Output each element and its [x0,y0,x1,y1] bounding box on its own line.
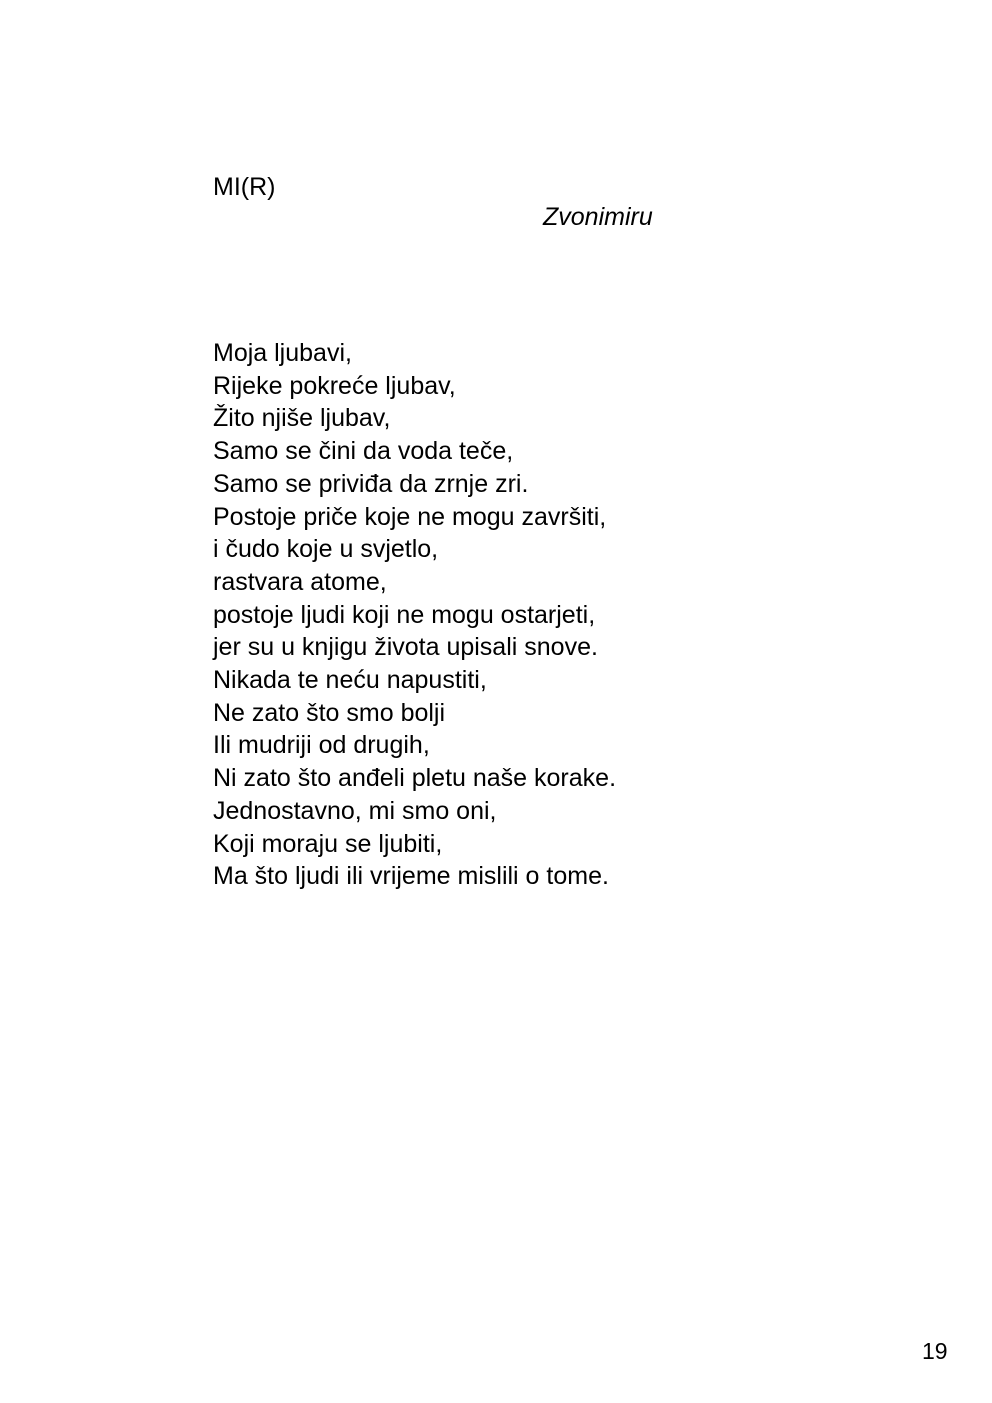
verse-line: Koji moraju se ljubiti, [213,829,443,858]
verse-line: Ne zato što smo bolji [213,698,446,727]
verse-line: Moja ljubavi, [213,339,352,367]
verse-line: Ma što ljudi ili vrijeme mislili o tome. [213,862,609,891]
verse-line: Jednostavno, mi smo oni, [213,796,497,825]
verse-line: Ili mudriji od drugih, [213,731,430,760]
poem-dedication: Zvonimiru [543,203,653,231]
verse-line: Rijeke pokreće ljubav, [213,371,456,400]
verse-line: Nikada te neću napustiti, [213,666,487,695]
verse-line: Samo se priviđa da zrnje zri. [213,469,529,498]
page-number: 19 [922,1338,948,1364]
verse-line: rastvara atome, [213,567,387,596]
verse-line: postoje ljudi koji ne mogu ostarjeti, [213,600,596,629]
verse-line: Postoje priče koje ne mogu završiti, [213,502,607,531]
verse-line: Ni zato što anđeli pletu naše korake. [213,764,617,793]
verse-line: Žito njiše ljubav, [213,404,391,433]
verse-line: jer su u knjigu života upisali snove. [213,633,598,662]
verse-line: Samo se čini da voda teče, [213,437,514,466]
poem-body [213,337,616,893]
poem-title: MI(R) [213,173,276,201]
verse-line: i čudo koje u svjetlo, [213,535,439,564]
